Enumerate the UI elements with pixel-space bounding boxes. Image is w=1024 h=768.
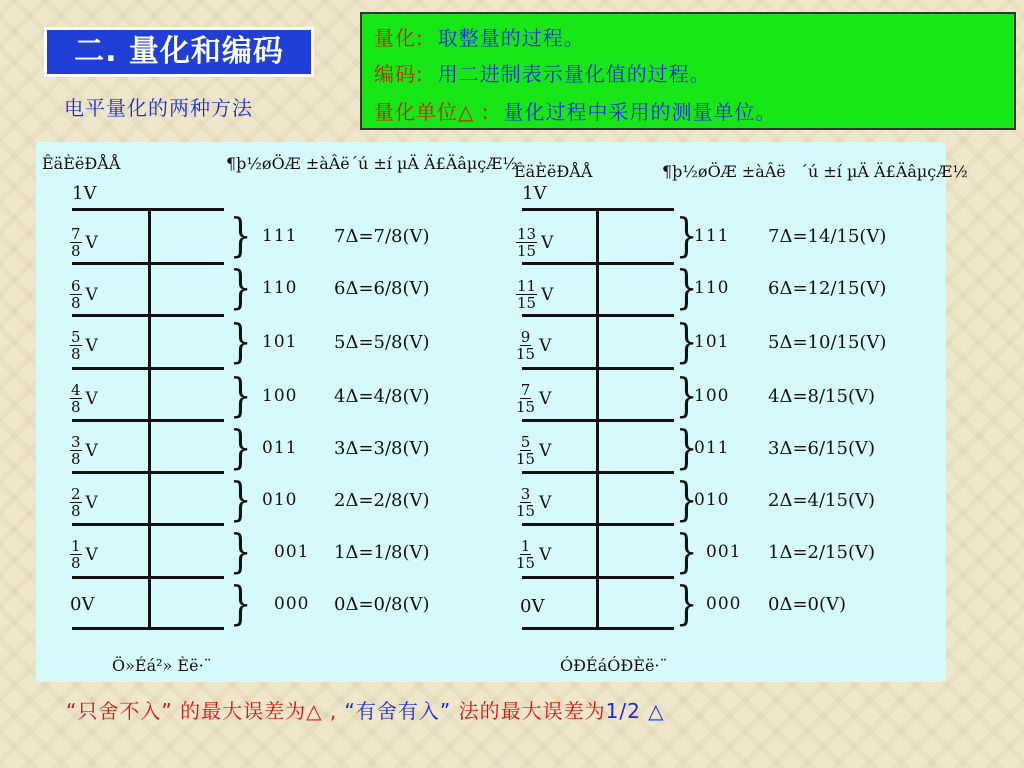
right_table-vertical-axis xyxy=(596,208,599,628)
definition-text: 量化过程中采用的测量单位。 xyxy=(503,100,777,124)
fraction-numerator: 11 xyxy=(517,277,537,295)
left_table-range-brace: } xyxy=(229,472,252,526)
left-footer: Ö»Éá²» Èë·¨ xyxy=(112,656,212,675)
fraction-numerator: 3 xyxy=(71,433,81,451)
left_table-vertical-axis xyxy=(148,208,151,628)
right_table-level-fraction xyxy=(516,382,551,415)
left_table-range-brace: } xyxy=(229,208,252,262)
right-header-input: ÊäÈëÐÅÅ xyxy=(514,162,593,181)
fraction-unit: V xyxy=(85,284,98,305)
definition-text: 取整量的过程。 xyxy=(437,26,585,50)
fraction-numerator: 7 xyxy=(71,225,81,243)
definition-label: 量化: xyxy=(374,26,424,50)
right_table-range-brace: } xyxy=(675,472,698,526)
fraction-numerator: 13 xyxy=(517,225,537,243)
right_table-range-brace: } xyxy=(675,314,698,368)
right-footer: ÓÐÉáÓÐÈë·¨ xyxy=(560,656,668,675)
left_table-analog-value: 3Δ=3/8(V) xyxy=(334,438,430,459)
definition-label: 编码: xyxy=(374,62,424,86)
right_table-analog-value: 7Δ=14/15(V) xyxy=(768,226,887,247)
left_table-binary-code: 001 xyxy=(274,542,310,562)
left_table-analog-value: 0Δ=0/8(V) xyxy=(334,594,430,615)
fraction-denominator: 8 xyxy=(71,345,81,363)
right_table-range-brace: } xyxy=(675,208,698,262)
fraction-unit: V xyxy=(539,440,552,461)
left_table-range-brace: } xyxy=(229,368,252,422)
left_table-binary-code: 100 xyxy=(262,386,298,406)
left_table-range-brace: } xyxy=(229,576,252,630)
left_table-range-brace: } xyxy=(229,524,252,578)
left_table-binary-code: 010 xyxy=(262,490,298,510)
right_table-analog-value: 4Δ=8/15(V) xyxy=(768,386,875,407)
left_table-analog-value: 2Δ=2/8(V) xyxy=(334,490,430,511)
left-header-input: ÊäÈëÐÅÅ xyxy=(42,154,121,173)
fraction-unit: V xyxy=(85,335,98,356)
slide-subtitle: 电平量化的两种方法 xyxy=(64,96,253,120)
right_table-level-fraction xyxy=(516,538,551,571)
right_table-analog-value: 6Δ=12/15(V) xyxy=(768,278,887,299)
fraction-unit: V xyxy=(85,232,98,253)
left_table-binary-code: 110 xyxy=(262,278,298,298)
right_table-binary-code: 001 xyxy=(706,542,742,562)
fraction-denominator: 15 xyxy=(517,242,537,260)
right_table-binary-code: 111 xyxy=(694,226,730,246)
right_table-range-brace: } xyxy=(675,368,698,422)
conclusion-text-2: 法的最大误差为 xyxy=(451,699,606,723)
right_table-level-fraction xyxy=(516,226,553,259)
left_table-binary-code: 011 xyxy=(262,438,298,458)
right_table-analog-value: 0Δ=0(V) xyxy=(768,594,847,615)
left-top-label: 1V xyxy=(72,183,97,204)
right-header-value: ´ú ±í µÄ Ä£ÄâµçÆ½ xyxy=(800,162,968,181)
left-header-code: ¶þ½øÖÆ ±àÂë xyxy=(226,154,350,173)
fraction-unit: V xyxy=(85,492,98,513)
right_table-binary-code: 011 xyxy=(694,438,730,458)
right_table-analog-value: 1Δ=2/15(V) xyxy=(768,542,875,563)
fraction-numerator: 2 xyxy=(71,485,81,503)
fraction-denominator: 8 xyxy=(71,242,81,260)
definitions-box xyxy=(360,12,1016,130)
left_table-analog-value: 5Δ=5/8(V) xyxy=(334,332,430,353)
fraction-numerator: 1 xyxy=(520,537,531,555)
right-top-label: 1V xyxy=(522,183,547,204)
fraction-denominator: 15 xyxy=(516,398,536,416)
fraction-numerator: 3 xyxy=(520,485,531,503)
fraction-denominator: 15 xyxy=(516,450,536,468)
fraction-numerator: 6 xyxy=(71,277,81,295)
right_table-level-fraction xyxy=(516,486,551,519)
right_table-level-fraction xyxy=(516,434,551,467)
definition-unit xyxy=(374,96,776,125)
right_table-range-brace: } xyxy=(675,260,698,314)
slide-title: 二. 量化和编码 xyxy=(44,27,314,77)
definition-quantization xyxy=(374,22,585,51)
left_table-binary-code: 000 xyxy=(274,594,310,614)
left_table-level-fraction xyxy=(70,329,98,362)
fraction-unit: V xyxy=(85,440,98,461)
left_table-level-fraction xyxy=(70,226,98,259)
left_table-level-fraction xyxy=(70,382,98,415)
right-header-code: ¶þ½øÖÆ ±àÂë xyxy=(662,162,786,181)
bottom-conclusion xyxy=(66,694,966,728)
fraction-unit: V xyxy=(539,544,552,565)
right_table-range-brace: } xyxy=(675,420,698,474)
fraction-denominator: 15 xyxy=(516,502,536,520)
fraction-unit: V xyxy=(541,232,554,253)
right_table-analog-value: 5Δ=10/15(V) xyxy=(768,332,887,353)
left_table-level-fraction xyxy=(70,278,98,311)
definition-encoding xyxy=(374,58,711,87)
fraction-numerator: 9 xyxy=(520,328,531,346)
right_table-level-fraction xyxy=(516,329,551,362)
fraction-unit: V xyxy=(85,388,98,409)
fraction-unit: V xyxy=(541,284,554,305)
left_table-binary-code: 101 xyxy=(262,332,298,352)
definition-label: 量化单位△ : xyxy=(374,100,490,124)
conclusion-value: 1/2 △ xyxy=(605,699,665,723)
left_table-range-brace: } xyxy=(229,420,252,474)
conclusion-method-2: “有舍有入” xyxy=(344,699,452,723)
fraction-numerator: 7 xyxy=(520,381,531,399)
right_table-binary-code: 010 xyxy=(694,490,730,510)
left_table-level-fraction xyxy=(70,538,98,571)
fraction-denominator: 15 xyxy=(517,294,537,312)
right_table-binary-code: 100 xyxy=(694,386,730,406)
fraction-unit: V xyxy=(85,544,98,565)
left-header-value: ´ú ±í µÄ Ä£ÄâµçÆ½ xyxy=(350,154,518,173)
conclusion-method-1: “只舍不入” xyxy=(66,699,173,723)
definition-text: 用二进制表示量化值的过程。 xyxy=(437,62,711,86)
left_table-analog-value: 1Δ=1/8(V) xyxy=(334,542,430,563)
left_table-analog-value: 6Δ=6/8(V) xyxy=(334,278,430,299)
right_table-binary-code: 000 xyxy=(706,594,742,614)
left_table-binary-code: 111 xyxy=(262,226,298,246)
fraction-denominator: 8 xyxy=(71,554,81,572)
fraction-denominator: 15 xyxy=(516,345,536,363)
right-bottom-label: 0V xyxy=(520,596,545,617)
fraction-unit: V xyxy=(539,388,552,409)
fraction-denominator: 8 xyxy=(71,502,81,520)
fraction-numerator: 1 xyxy=(71,537,81,555)
fraction-denominator: 15 xyxy=(516,554,536,572)
left_table-analog-value: 7Δ=7/8(V) xyxy=(334,226,430,247)
left_table-range-brace: } xyxy=(229,260,252,314)
right_table-analog-value: 2Δ=4/15(V) xyxy=(768,490,875,511)
right_table-binary-code: 101 xyxy=(694,332,730,352)
right_table-range-brace: } xyxy=(675,576,698,630)
left_table-analog-value: 4Δ=4/8(V) xyxy=(334,386,430,407)
right_table-level-fraction xyxy=(516,278,553,311)
left_table-level-fraction xyxy=(70,486,98,519)
fraction-numerator: 5 xyxy=(520,433,531,451)
fraction-unit: V xyxy=(539,335,552,356)
fraction-denominator: 8 xyxy=(71,398,81,416)
right_table-analog-value: 3Δ=6/15(V) xyxy=(768,438,875,459)
fraction-numerator: 4 xyxy=(71,381,81,399)
right_table-binary-code: 110 xyxy=(694,278,730,298)
conclusion-text-1: 的最大误差为△ , xyxy=(172,699,345,723)
left_table-range-brace: } xyxy=(229,314,252,368)
fraction-numerator: 5 xyxy=(71,328,81,346)
fraction-unit: V xyxy=(539,492,552,513)
left-bottom-label: 0V xyxy=(70,594,95,615)
fraction-denominator: 8 xyxy=(71,450,81,468)
right_table-range-brace: } xyxy=(675,524,698,578)
fraction-denominator: 8 xyxy=(71,294,81,312)
left_table-level-fraction xyxy=(70,434,98,467)
